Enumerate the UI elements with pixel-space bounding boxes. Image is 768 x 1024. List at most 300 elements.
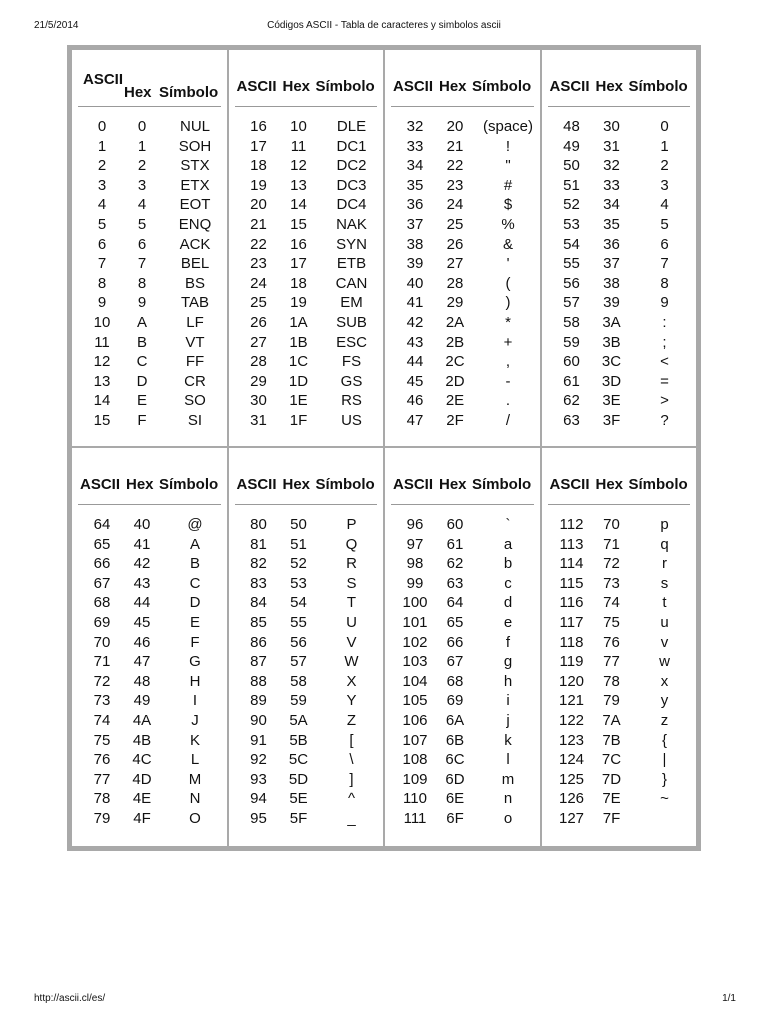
ascii-code: 71: [93, 653, 111, 671]
symbol: j: [506, 711, 510, 729]
symbol: P: [346, 516, 357, 533]
symbol: X: [346, 672, 357, 690]
table-row: [229, 373, 384, 393]
hex-code: 2A: [445, 313, 465, 331]
header-hex: Hex: [126, 476, 154, 493]
ascii-code: 5: [97, 215, 107, 233]
ascii-code: 117: [559, 613, 584, 631]
table-row: [385, 118, 540, 138]
table-row: [542, 314, 697, 334]
symbol: u: [660, 613, 669, 631]
ascii-code: 86: [250, 633, 267, 651]
symbol: }: [661, 770, 667, 788]
header-ascii: ASCII: [393, 476, 434, 493]
hex-code: 6E: [445, 790, 465, 808]
block-header: [78, 466, 221, 505]
hex-code: 5E: [289, 790, 308, 808]
symbol: FS: [341, 353, 362, 371]
hex-code: 59: [290, 692, 307, 710]
table-row: [542, 732, 697, 752]
hex-code: 4E: [132, 790, 152, 808]
symbol: v: [660, 633, 669, 651]
symbol: $: [503, 196, 513, 214]
symbol: E: [189, 613, 200, 631]
hex-code: 38: [603, 274, 620, 292]
symbol: +: [503, 333, 513, 351]
symbol: U: [346, 613, 357, 631]
ascii-code: 45: [406, 372, 424, 390]
ascii-code: 102: [402, 633, 428, 651]
table-row: [229, 314, 384, 334]
symbol: 0: [660, 118, 669, 135]
ascii-code: 8: [97, 274, 107, 292]
ascii-code: 18: [250, 157, 267, 175]
symbol: R: [346, 555, 357, 573]
ascii-code: 63: [563, 411, 580, 429]
symbol: 6: [660, 235, 669, 253]
ascii-code: 49: [563, 137, 580, 155]
table-row: [72, 653, 227, 673]
table-row: [72, 216, 227, 236]
symbol: r: [662, 555, 667, 573]
table-row: [385, 790, 540, 810]
hex-code: 74: [603, 594, 620, 612]
hex-code: 3: [137, 176, 147, 194]
hex-code: A: [136, 313, 147, 331]
hex-code: 36: [603, 235, 620, 253]
table-row: [542, 294, 697, 314]
hex-code: 7A: [602, 711, 621, 729]
table-row: [229, 118, 384, 138]
ascii-code: 99: [406, 574, 424, 592]
symbol: J: [191, 711, 199, 729]
hex-code: 44: [133, 594, 151, 612]
symbol: 3: [660, 176, 669, 194]
symbol: DC3: [336, 176, 367, 194]
ascii-block: [385, 50, 540, 446]
block-header: [391, 466, 534, 505]
symbol: 2: [660, 157, 669, 175]
hex-code: 5A: [289, 711, 308, 729]
symbol: T: [346, 594, 357, 612]
symbol: N: [189, 790, 201, 808]
ascii-code: 34: [406, 157, 424, 175]
symbol: CAN: [335, 274, 368, 292]
hex-code: 1C: [288, 353, 309, 371]
hex-code: 2B: [445, 333, 465, 351]
hex-code: 64: [446, 594, 464, 612]
table-row: [229, 516, 384, 536]
hex-code: 3A: [602, 313, 621, 331]
ascii-code: 78: [93, 790, 111, 808]
table-row: [385, 771, 540, 791]
hex-code: 3E: [602, 392, 621, 410]
table-row: [229, 536, 384, 556]
ascii-code: 1: [97, 137, 107, 155]
table-row: [542, 255, 697, 275]
table-row: [72, 236, 227, 256]
ascii-code: 50: [563, 157, 580, 175]
ascii-code: 29: [250, 372, 267, 390]
table-row: [72, 373, 227, 393]
table-row: [542, 594, 697, 614]
table-row: [542, 771, 697, 791]
ascii-code: 55: [563, 255, 580, 273]
symbol: ESC: [336, 333, 367, 351]
hex-code: 12: [290, 157, 307, 175]
hex-code: 16: [290, 235, 307, 253]
symbol: *: [505, 313, 511, 331]
hex-code: 6: [137, 235, 147, 253]
symbol: BS: [184, 274, 205, 292]
ascii-code: 124: [558, 751, 585, 769]
block-rows: [72, 118, 227, 432]
symbol: DLE: [336, 118, 367, 135]
symbol: ': [506, 255, 510, 273]
table-row: [385, 314, 540, 334]
ascii-code: 92: [250, 751, 267, 769]
symbol: DC1: [336, 137, 367, 155]
hex-code: 3B: [602, 333, 621, 351]
ascii-code: 21: [250, 215, 267, 233]
hex-code: 1E: [289, 392, 308, 410]
ascii-code: 13: [93, 372, 111, 390]
header-hex: Hex: [595, 78, 624, 95]
ascii-code: 94: [250, 790, 267, 808]
symbol: G: [189, 653, 201, 671]
ascii-code: 68: [93, 594, 111, 612]
hex-code: 1B: [289, 333, 308, 351]
hex-code: 71: [603, 535, 620, 553]
symbol: ;: [662, 333, 667, 351]
symbol: Q: [345, 535, 358, 553]
ascii-code: 107: [402, 731, 428, 749]
ascii-code: 91: [250, 731, 267, 749]
table-row: [229, 653, 384, 673]
table-row: [385, 751, 540, 771]
hex-code: 5: [137, 215, 147, 233]
symbol: l: [506, 751, 510, 769]
hex-code: 78: [603, 672, 620, 690]
hex-code: 69: [446, 692, 464, 710]
ascii-code: 72: [93, 672, 111, 690]
hex-code: 23: [446, 176, 464, 194]
hex-code: 7: [137, 255, 147, 273]
ascii-code: 27: [250, 333, 267, 351]
hex-code: 0: [137, 118, 147, 135]
symbol: Y: [346, 692, 357, 710]
table-row: [385, 810, 540, 830]
hex-code: 21: [446, 137, 464, 155]
ascii-code: 48: [563, 118, 580, 135]
ascii-code: 47: [406, 411, 424, 429]
symbol: V: [346, 633, 357, 651]
symbol: US: [341, 411, 362, 429]
symbol: W: [344, 653, 359, 671]
block-rows: [229, 118, 384, 432]
hex-code: 66: [446, 633, 464, 651]
table-row: [385, 236, 540, 256]
table-row: [229, 594, 384, 614]
ascii-code: 24: [250, 274, 267, 292]
table-row: [72, 177, 227, 197]
table-row: [72, 516, 227, 536]
hex-code: 28: [446, 274, 464, 292]
hex-code: 9: [137, 294, 147, 312]
ascii-code: 38: [406, 235, 424, 253]
ascii-code: 32: [406, 118, 424, 135]
ascii-block: [542, 50, 697, 446]
hex-code: 62: [446, 555, 464, 573]
table-row: [229, 614, 384, 634]
ascii-code: 56: [563, 274, 580, 292]
symbol: &: [502, 235, 513, 253]
ascii-code: 40: [406, 274, 424, 292]
symbol: /: [505, 411, 511, 429]
symbol: i: [506, 692, 510, 710]
hex-code: 4B: [132, 731, 152, 749]
symbol: RS: [341, 392, 362, 410]
symbol: C: [189, 574, 201, 592]
table-row: [542, 555, 697, 575]
symbol: |: [662, 751, 667, 769]
hex-code: 65: [446, 613, 464, 631]
hex-code: 1D: [288, 372, 309, 390]
header-hex: Hex: [124, 84, 152, 101]
block-header: [391, 68, 534, 107]
table-row: [229, 334, 384, 354]
table-row: [542, 334, 697, 354]
table-row: [72, 594, 227, 614]
header-ascii: ASCII: [236, 78, 277, 95]
block-header: [548, 68, 691, 107]
block-header: [78, 68, 221, 107]
ascii-code: 95: [250, 809, 267, 827]
hex-code: 2C: [445, 353, 465, 371]
table-row: [72, 353, 227, 373]
hex-code: E: [136, 392, 147, 410]
ascii-code: 3: [97, 176, 107, 194]
ascii-code: 120: [558, 672, 585, 690]
table-row: [542, 196, 697, 216]
hex-code: 2E: [445, 392, 465, 410]
table-row: [542, 810, 697, 830]
block-header: [235, 466, 378, 505]
table-row: [542, 353, 697, 373]
hex-code: 1: [137, 137, 147, 155]
block-rows: [385, 118, 540, 432]
table-row: [72, 294, 227, 314]
table-row: [72, 810, 227, 830]
table-row: [542, 673, 697, 693]
hex-code: 3C: [601, 353, 622, 371]
symbol: NAK: [336, 215, 367, 233]
symbol: TAB: [180, 294, 210, 312]
table-row: [385, 392, 540, 412]
table-row: [385, 575, 540, 595]
hex-code: 31: [603, 137, 620, 155]
ascii-code: 87: [250, 653, 267, 671]
table-row: [385, 673, 540, 693]
symbol: A: [189, 535, 200, 553]
ascii-code: 73: [93, 692, 111, 710]
table-row: [229, 751, 384, 771]
hex-code: 5C: [288, 751, 309, 769]
hex-code: 39: [603, 294, 620, 312]
symbol: w: [659, 653, 670, 671]
symbol: GS: [340, 372, 363, 390]
table-row: [542, 634, 697, 654]
table-row: [385, 634, 540, 654]
ascii-code: 88: [250, 672, 267, 690]
symbol: M: [188, 770, 202, 788]
symbol: .: [505, 392, 511, 410]
hex-code: 34: [603, 196, 620, 214]
table-row: [72, 771, 227, 791]
ascii-code: 111: [403, 809, 427, 827]
ascii-code: 108: [402, 751, 428, 769]
hex-code: 6A: [445, 711, 465, 729]
symbol: SI: [187, 411, 203, 429]
table-row: [542, 614, 697, 634]
header-ascii: ASCII: [236, 476, 277, 493]
ascii-code: 79: [93, 809, 111, 827]
hex-code: 4: [137, 196, 147, 214]
ascii-code: 15: [93, 411, 111, 429]
hex-code: 11: [290, 137, 307, 155]
hex-code: 50: [290, 516, 307, 533]
symbol: Z: [346, 711, 357, 729]
symbol: y: [660, 692, 669, 710]
ascii-code: 82: [250, 555, 267, 573]
table-row: [385, 255, 540, 275]
ascii-code: 110: [403, 790, 427, 808]
ascii-code: 85: [250, 613, 267, 631]
ascii-code: 43: [406, 333, 424, 351]
ascii-block: [72, 448, 227, 846]
header-hex: Hex: [282, 476, 311, 493]
hex-code: 35: [603, 215, 620, 233]
table-row: [385, 594, 540, 614]
block-rows: [385, 516, 540, 830]
header-ascii: ASCII: [80, 476, 121, 493]
symbol: ": [505, 157, 511, 175]
hex-code: 75: [603, 613, 620, 631]
hex-code: 18: [290, 274, 307, 292]
hex-code: 13: [290, 176, 307, 194]
block-header: [548, 466, 691, 505]
ascii-code: 100: [402, 594, 428, 612]
block-rows: [72, 516, 227, 830]
ascii-code: 36: [406, 196, 424, 214]
symbol: ~: [660, 790, 669, 808]
hex-code: 26: [446, 235, 464, 253]
table-row: [542, 575, 697, 595]
ascii-code: 84: [250, 594, 267, 612]
ascii-code: 42: [406, 313, 424, 331]
symbol: t: [662, 594, 667, 612]
table-row: [229, 353, 384, 373]
ascii-code: 44: [406, 353, 424, 371]
table-row: [229, 236, 384, 256]
table-row: [229, 790, 384, 810]
ascii-code: 31: [250, 411, 267, 429]
hex-code: 77: [603, 653, 620, 671]
ascii-code: 54: [563, 235, 580, 253]
hex-code: 40: [133, 516, 151, 533]
table-row: [385, 653, 540, 673]
symbol: H: [189, 672, 201, 690]
ascii-code: 75: [93, 731, 111, 749]
ascii-code: 93: [250, 770, 267, 788]
hex-code: 10: [290, 118, 307, 135]
block-header: [235, 68, 378, 107]
hex-code: 7F: [602, 809, 621, 827]
table-row: [542, 216, 697, 236]
hex-code: 7D: [601, 770, 622, 788]
symbol: c: [504, 574, 512, 592]
ascii-code: 58: [563, 313, 580, 331]
symbol: LF: [186, 313, 204, 331]
symbol: BEL: [180, 255, 210, 273]
symbol: NUL: [179, 118, 210, 135]
ascii-code: 22: [250, 235, 267, 253]
symbol: S: [346, 574, 357, 592]
ascii-code: 4: [97, 196, 107, 214]
symbol: FF: [185, 353, 205, 371]
table-row: [229, 177, 384, 197]
ascii-code: 116: [559, 594, 584, 612]
table-row: [72, 275, 227, 295]
ascii-code: 37: [406, 215, 424, 233]
page-number: 1/1: [722, 993, 736, 1004]
table-row: [542, 412, 697, 432]
symbol: <: [660, 353, 669, 371]
symbol: EM: [340, 294, 363, 312]
ascii-code: 57: [563, 294, 580, 312]
symbol: 1: [660, 137, 669, 155]
table-row: [72, 673, 227, 693]
symbol: B: [189, 555, 200, 573]
table-row: [542, 236, 697, 256]
symbol: z: [660, 711, 669, 729]
table-row: [72, 412, 227, 432]
hex-code: 61: [446, 535, 464, 553]
table-row: [72, 692, 227, 712]
symbol: STX: [180, 157, 210, 175]
ascii-code: 16: [250, 118, 267, 135]
ascii-code: 7: [97, 255, 107, 273]
ascii-code: 76: [93, 751, 111, 769]
table-row: [72, 614, 227, 634]
hex-code: B: [136, 333, 147, 351]
hex-code: 33: [603, 176, 620, 194]
ascii-table: [67, 45, 701, 851]
table-row: [385, 294, 540, 314]
table-row: [385, 712, 540, 732]
hex-code: 7B: [602, 731, 621, 749]
ascii-code: 101: [402, 613, 428, 631]
symbol: \: [349, 751, 354, 769]
table-row: [385, 412, 540, 432]
hex-code: 42: [133, 555, 151, 573]
symbol: @: [187, 516, 203, 533]
symbol: s: [660, 574, 669, 592]
ascii-code: 127: [558, 809, 585, 827]
hex-code: 4D: [132, 770, 152, 788]
symbol: VT: [185, 333, 205, 351]
ascii-code: 59: [563, 333, 580, 351]
